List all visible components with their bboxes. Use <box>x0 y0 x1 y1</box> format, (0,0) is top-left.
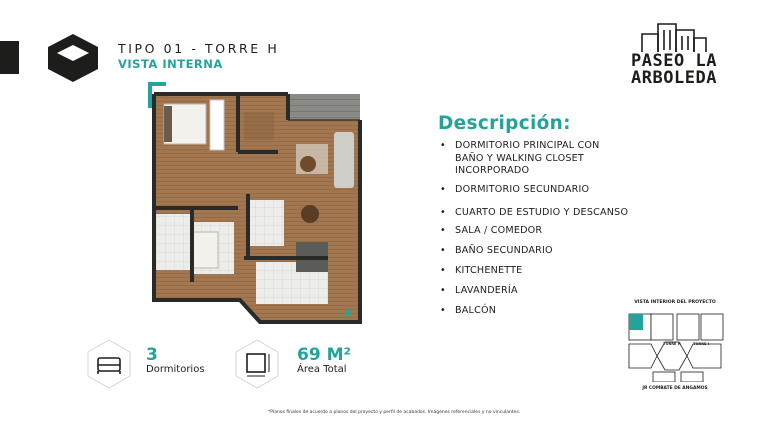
feature-text: DORMITORIO SECUNDARIO <box>455 184 590 195</box>
bed-icon <box>87 339 131 389</box>
bullet: • <box>440 245 446 256</box>
bedrooms-count: 3 <box>146 345 158 365</box>
feature-text: KITCHENETTE <box>455 265 523 276</box>
floor-plan-image <box>148 82 363 327</box>
feature-text: CUARTO DE ESTUDIO Y DESCANSO <box>455 207 629 218</box>
street-label: JR COMBATE DE ANGAMOS <box>642 386 708 391</box>
key-map-title: VISTA INTERIOR DEL PROYECTO <box>634 300 716 305</box>
feature-text: BALCÓN <box>455 305 497 316</box>
project-key-map <box>619 300 731 396</box>
bullet: • <box>440 305 446 316</box>
bedrooms-label: Dormitorios <box>146 364 205 375</box>
feature-text: INCORPORADO <box>455 165 530 176</box>
description-title: Descripción: <box>438 113 571 134</box>
cube-logo-icon <box>46 32 100 84</box>
area-value: 69 M² <box>297 345 351 365</box>
brand-line-2: ARBOLEDA <box>631 68 717 88</box>
tower-h-label: TORRE H <box>663 342 681 346</box>
bullet: • <box>440 265 446 276</box>
brand-line-1: PASEO LA <box>631 51 717 71</box>
bullet: • <box>440 207 446 218</box>
bullet: • <box>440 225 446 236</box>
view-subtitle: VISTA INTERNA <box>118 57 223 71</box>
bullet: • <box>440 184 446 195</box>
feature-text: LAVANDERÍA <box>455 285 518 296</box>
bullet: • <box>440 285 446 296</box>
feature-text: BAÑO SECUNDARIO <box>455 245 553 256</box>
area-label: Área Total <box>297 364 347 375</box>
area-icon <box>235 339 279 389</box>
brand-logo <box>614 20 734 90</box>
feature-text: BAÑO Y WALKING CLOSET <box>455 152 584 164</box>
side-tab <box>0 41 19 74</box>
feature-text: DORMITORIO PRINCIPAL CON <box>455 140 600 151</box>
disclaimer-footnote: *Planos finales de acuerdo a planos del proyecto y perfil de acabados. Imágenes referenciales y no vinculantes. <box>268 410 521 415</box>
tower-i-label: TORRE I <box>693 342 710 346</box>
bullet: • <box>440 140 446 151</box>
feature-text: SALA / COMEDOR <box>455 225 543 236</box>
unit-type-title: TIPO 01 - TORRE H <box>118 41 280 56</box>
